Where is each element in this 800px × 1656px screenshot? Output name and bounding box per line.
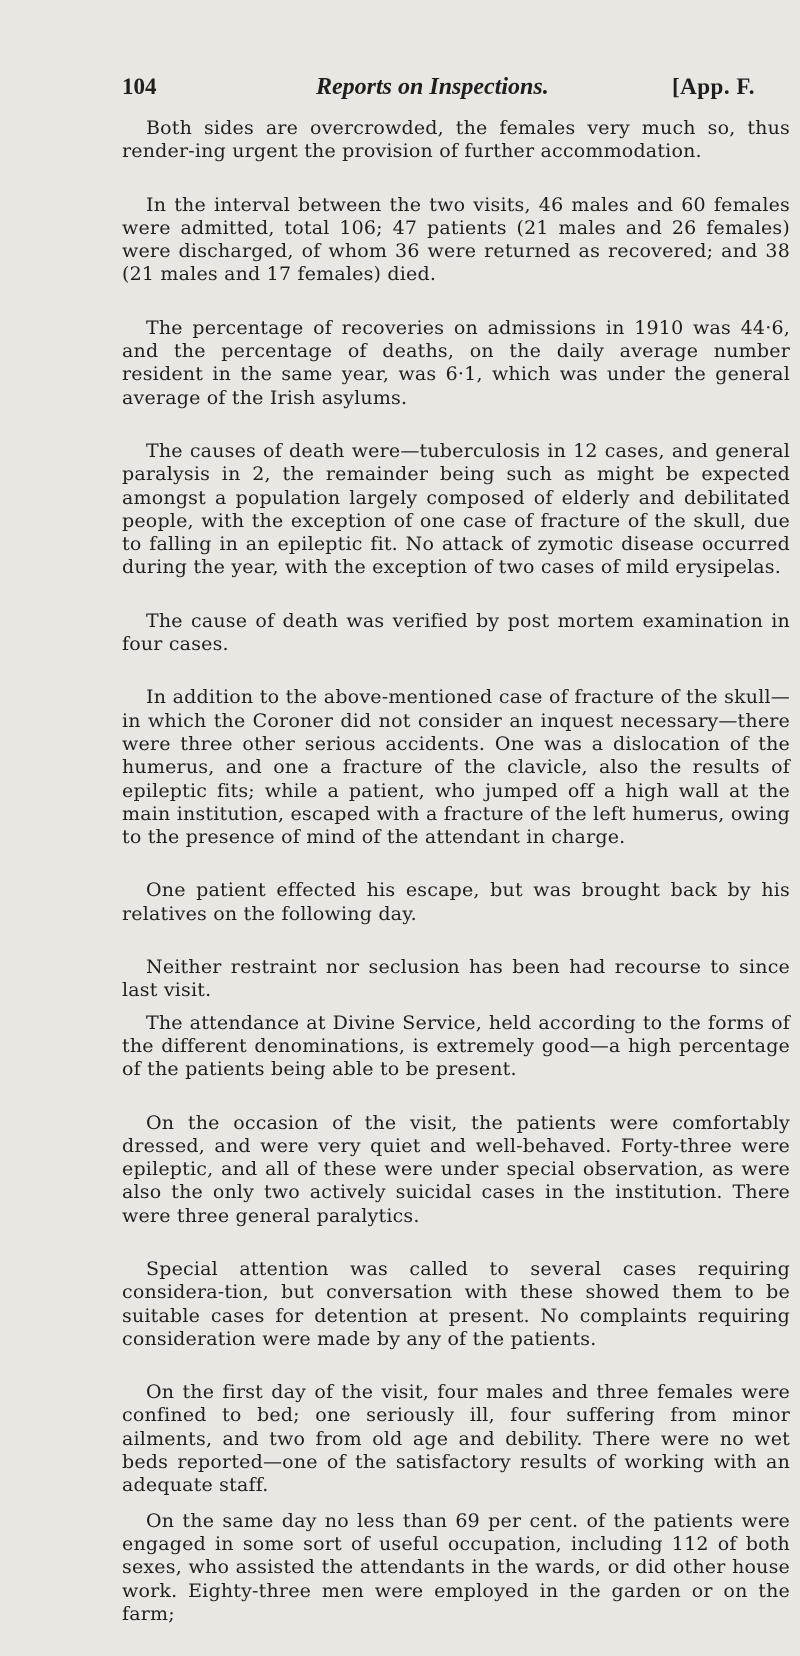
page-number: 104 bbox=[122, 74, 157, 99]
paragraph: In addition to the above-mentioned case of fracture of the skull—in which the Coroner did not consider an inquest necessary—there were three other serious accidents. One was a dislocation of the humerus, and one a fracture of the clavicle, also the results of epileptic fits; while a patient, who jumped off a high wall at the main institution, escaped with a fracture of the left humerus, owing to the presence of mind of the attendant in charge. bbox=[122, 686, 790, 849]
paragraph: The percentage of recoveries on admissions in 1910 was 44·6, and the percentage of deaths, on the daily average number resident in the same year, was 6·1, which was under the general average of the Irish asylums. bbox=[122, 316, 790, 409]
body-text bbox=[122, 117, 790, 1656]
paragraph: On the same day no less than 69 per cent. of the patients were engaged in some sort of useful occupation, including 112 of both sexes, who assisted the attendants in the wards, or did other house work. Eighty-three men were employed in the garden or on the farm; bbox=[122, 1509, 790, 1625]
paragraph: On the occasion of the visit, the patients were comfortably dressed, and were very quiet and well-behaved. Forty-three were epileptic, and all of these were under special observation, as were also the only two actively suicidal cases in the institution. There were three general paralytics. bbox=[122, 1111, 790, 1227]
page-header bbox=[122, 74, 798, 110]
appendix-reference: [App. F. bbox=[672, 74, 756, 99]
paragraph: One patient effected his escape, but was brought back by his relatives on the following day. bbox=[122, 879, 790, 925]
paragraph: Special attention was called to several cases requiring considera-tion, but conversation with these showed them to be suitable cases for detention at present. No complaints requiring consideration were made by any of the patients. bbox=[122, 1257, 790, 1350]
running-title: Reports on Inspections. bbox=[316, 74, 549, 100]
paragraph: The causes of death were—tuberculosis in 12 cases, and general paralysis in 2, the remainder being such as might be expected amongst a population largely composed of elderly and debilitated people, with the exception of one case of fracture of the skull, due to falling in an epileptic fit. No attack of zymotic disease occurred during the year, with the exception of two cases of mild erysipelas. bbox=[122, 439, 790, 579]
paragraph: On the first day of the visit, four males and three females were confined to bed; one seriously ill, four suffering from minor ailments, and two from old age and debility. There were no wet beds reported—one of the satisfactory results of working with an adequate staff. bbox=[122, 1381, 790, 1497]
paragraph: The attendance at Divine Service, held according to the forms of the different denominations, is extremely good—a high percentage of the patients being able to be present. bbox=[122, 1011, 790, 1081]
paragraph: The cause of death was verified by post mortem examination in four cases. bbox=[122, 609, 790, 656]
paragraph: Both sides are overcrowded, the females very much so, thus render-ing urgent the provision of further accommodation. bbox=[122, 117, 790, 163]
paragraph: In the interval between the two visits, 46 males and 60 females were admitted, total 106; 47 patients (21 males and 26 females) were discharged, of whom 36 were returned as recovered; and 38 (21 males and 17 females) died. bbox=[122, 193, 790, 286]
paragraph: Neither restraint nor seclusion has been had recourse to since last visit. bbox=[122, 956, 790, 1002]
